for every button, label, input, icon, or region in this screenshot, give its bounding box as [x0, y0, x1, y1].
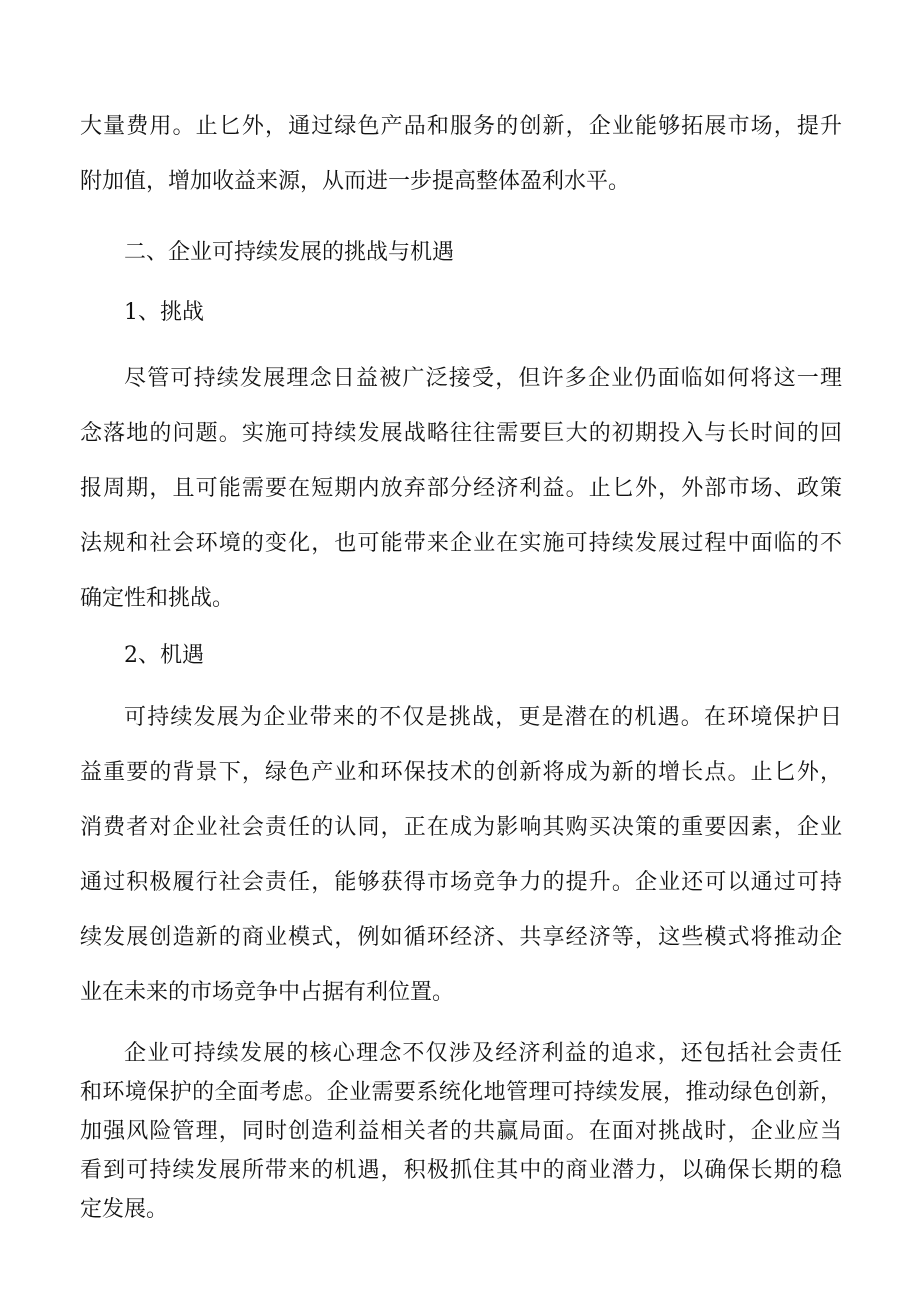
intro-paragraph: [80, 112, 842, 197]
paragraph-line: 法规和社会环境的变化，也可能带来企业在实施可持续发展过程中面临的不: [80, 531, 842, 556]
paragraph-line: 加强风险管理，同时创造利益相关者的共赢局面。在面对挑战时，企业应当: [80, 1119, 842, 1144]
paragraph-line: 续发展创造新的商业模式，例如循环经济、共享经济等，这些模式将推动企: [80, 925, 842, 950]
paragraph-line: 看到可持续发展所带来的机遇，积极抓住其中的商业潜力，以确保长期的稳: [80, 1158, 842, 1183]
section-title: 二、企业可持续发展的挑战与机遇: [124, 240, 455, 265]
paragraph-line: 确定性和挑战。: [80, 586, 235, 611]
paragraph-line: 尽管可持续发展理念日益被广泛接受，但许多企业仍面临如何将这一理: [124, 366, 842, 391]
paragraph-line: 通过积极履行社会责任，能够获得市场竞争力的提升。企业还可以通过可持: [80, 870, 842, 895]
paragraph-line: 报周期，且可能需要在短期内放弃部分经济利益。止匕外，外部市场、政策: [80, 476, 842, 501]
paragraph-line: 大量费用。止匕外，通过绿色产品和服务的创新，企业能够拓展市场，提升: [80, 114, 842, 139]
paragraph-line: 念落地的问题。实施可持续发展战略往往需要巨大的初期投入与长时间的回: [80, 421, 842, 446]
paragraph-line: 定发展。: [80, 1197, 169, 1222]
subsection-title-opportunity: 2、机遇: [124, 643, 204, 668]
paragraph-line: 消费者对企业社会责任的认同，正在成为影响其购买决策的重要因素，企业: [80, 815, 842, 840]
paragraph-line: 和环境保护的全面考虑。企业需要系统化地管理可持续发展，推动绿色创新，: [80, 1080, 842, 1105]
paragraph-line: 企业可持续发展的核心理念不仅涉及经济利益的追求，还包括社会责任: [124, 1041, 842, 1066]
paragraph-line: 可持续发展为企业带来的不仅是挑战，更是潜在的机遇。在环境保护日: [124, 705, 842, 730]
subsection-title-challenge: 1、挑战: [124, 300, 204, 325]
challenge-paragraph: [80, 364, 842, 614]
opportunity-paragraph: [80, 703, 842, 1008]
paragraph-line: 益重要的背景下，绿色产业和环保技术的创新将成为新的增长点。止匕外，: [80, 760, 842, 785]
paragraph-line: 附加值，增加收益来源，从而进一步提高整体盈利水平。: [80, 169, 631, 194]
conclusion-paragraph: [80, 1039, 842, 1225]
paragraph-line: 业在未来的市场竞争中占据有利位置。: [80, 980, 455, 1005]
